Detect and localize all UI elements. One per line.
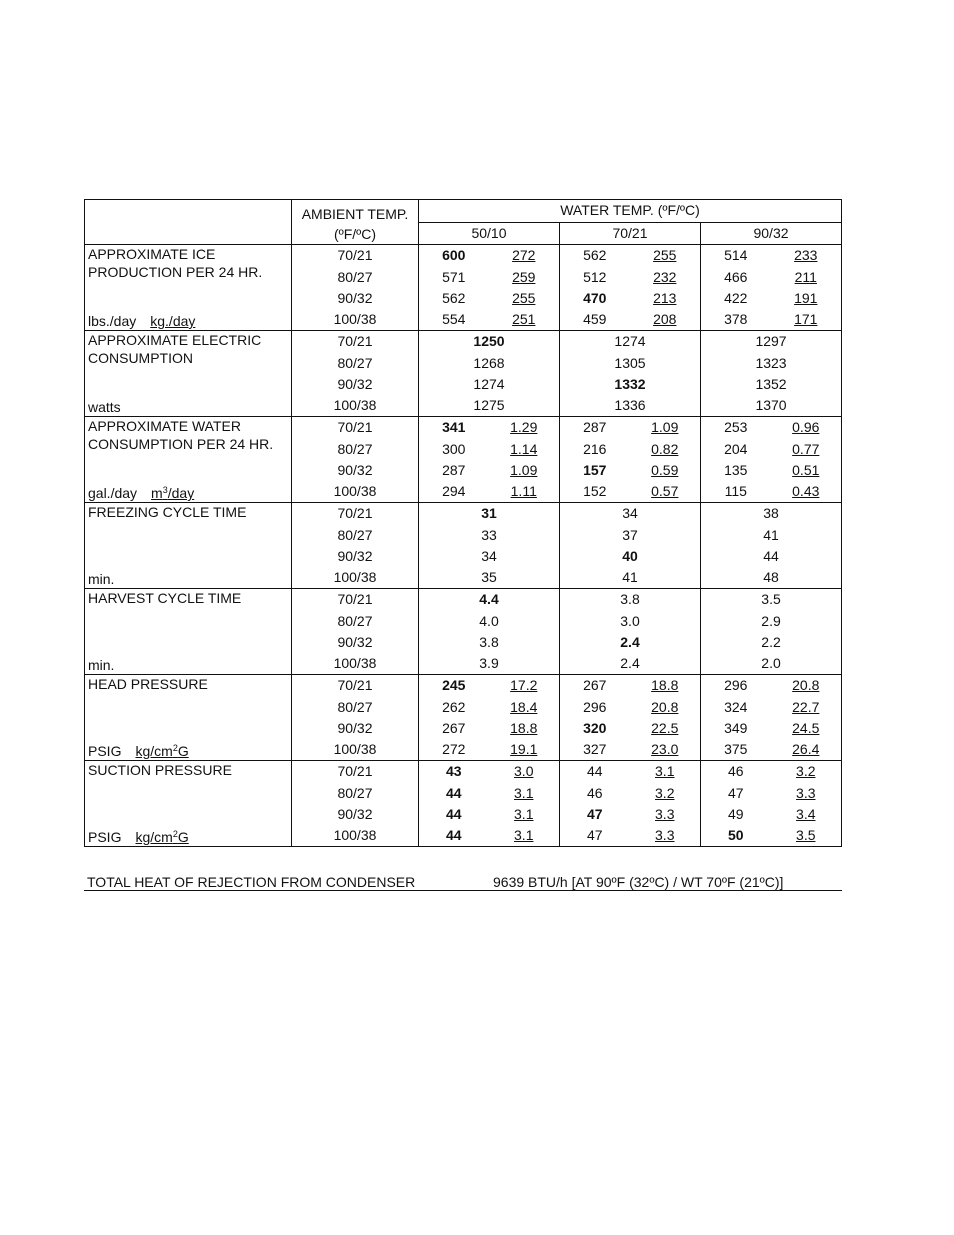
value-imperial: 466 xyxy=(724,269,748,285)
ambient-temp-cell: 80/27 xyxy=(292,524,419,546)
ambient-temp-cell: 90/32 xyxy=(292,374,419,395)
value-cell xyxy=(701,309,842,331)
value-single: 35 xyxy=(481,569,497,585)
value-cell xyxy=(419,524,560,546)
value-cell xyxy=(419,804,560,825)
value-cell xyxy=(419,718,560,739)
value-cell xyxy=(560,546,701,567)
value-cell xyxy=(701,503,842,525)
value-single: 1332 xyxy=(614,376,646,392)
value-cell xyxy=(419,546,560,567)
table-row xyxy=(85,417,842,439)
value-metric: 1.09 xyxy=(510,462,538,478)
ambient-temp-cell: 80/27 xyxy=(292,266,419,288)
unit-imperial: min. xyxy=(88,657,115,673)
value-imperial: 514 xyxy=(724,247,748,263)
value-imperial: 512 xyxy=(583,269,607,285)
table-row xyxy=(85,503,842,525)
value-cell xyxy=(560,288,701,309)
value-metric: 0.43 xyxy=(792,483,820,499)
value-imperial: 43 xyxy=(445,763,462,779)
value-cell xyxy=(701,825,842,847)
value-metric: 255 xyxy=(512,290,536,306)
value-single: 40 xyxy=(622,548,638,564)
value-metric: 26.4 xyxy=(792,741,820,757)
value-cell xyxy=(419,567,560,589)
ambient-temp-cell: 90/32 xyxy=(292,288,419,309)
section-unit xyxy=(88,398,121,416)
value-single: 34 xyxy=(481,548,497,564)
value-imperial: 600 xyxy=(442,247,466,263)
value-metric: 3.4 xyxy=(796,806,816,822)
section-unit xyxy=(88,656,114,674)
value-single: 1297 xyxy=(755,333,787,349)
value-cell xyxy=(701,782,842,804)
value-cell xyxy=(419,653,560,675)
table-row xyxy=(85,331,842,353)
value-cell xyxy=(701,696,842,718)
value-cell xyxy=(701,739,842,761)
ambient-temp-cell: 90/32 xyxy=(292,632,419,653)
water-col-50-10: 50/10 xyxy=(419,222,560,245)
value-cell xyxy=(560,739,701,761)
value-cell xyxy=(701,417,842,439)
section-label xyxy=(85,503,292,589)
value-metric: 3.2 xyxy=(796,763,816,779)
value-imperial: 320 xyxy=(583,720,607,736)
value-metric: 17.2 xyxy=(510,677,538,693)
unit-metric: $kg/cm^2G$ xyxy=(135,743,189,759)
value-imperial: 152 xyxy=(583,483,607,499)
value-metric: 0.57 xyxy=(651,483,679,499)
table-row xyxy=(85,675,842,697)
value-metric: 3.0 xyxy=(514,763,534,779)
value-metric: 232 xyxy=(653,269,677,285)
value-cell xyxy=(560,374,701,395)
value-single: 4.0 xyxy=(479,613,499,629)
ambient-temp-cell: 100/38 xyxy=(292,653,419,675)
value-single: 41 xyxy=(763,527,779,543)
water-col-90-32: 90/32 xyxy=(701,222,842,245)
value-cell xyxy=(560,395,701,417)
value-cell xyxy=(419,438,560,460)
table-row xyxy=(85,761,842,783)
value-metric: 23.0 xyxy=(651,741,679,757)
value-imperial: 46 xyxy=(586,785,603,801)
value-cell xyxy=(560,632,701,653)
value-cell xyxy=(701,245,842,267)
value-metric: 255 xyxy=(653,247,677,263)
value-imperial: 296 xyxy=(583,699,607,715)
unit-imperial: PSIG xyxy=(88,829,122,845)
value-cell xyxy=(701,610,842,632)
ambient-temp-cell: 90/32 xyxy=(292,804,419,825)
value-cell xyxy=(560,460,701,481)
value-cell xyxy=(419,761,560,783)
value-cell xyxy=(701,632,842,653)
value-cell xyxy=(560,696,701,718)
value-cell xyxy=(560,309,701,331)
value-cell xyxy=(560,524,701,546)
value-cell xyxy=(701,438,842,460)
value-metric: 0.59 xyxy=(651,462,679,478)
value-metric: 272 xyxy=(512,247,536,263)
value-imperial: 294 xyxy=(442,483,466,499)
value-imperial: 571 xyxy=(442,269,466,285)
section-label xyxy=(85,761,292,847)
ambient-temp-cell: 70/21 xyxy=(292,245,419,267)
value-cell xyxy=(419,503,560,525)
section-label-line1: SUCTION PRESSURE xyxy=(88,762,232,778)
value-metric: 171 xyxy=(794,311,818,327)
value-metric: 1.29 xyxy=(510,419,538,435)
ambient-temp-cell: 70/21 xyxy=(292,589,419,611)
value-single: 1268 xyxy=(473,355,505,371)
unit-imperial: min. xyxy=(88,571,115,587)
value-imperial: 287 xyxy=(583,419,607,435)
ambient-temp-cell: 90/32 xyxy=(292,546,419,567)
unit-metric: $m^3$/day xyxy=(151,485,195,501)
value-imperial: 324 xyxy=(724,699,748,715)
value-cell xyxy=(701,460,842,481)
value-cell xyxy=(560,266,701,288)
value-cell xyxy=(560,331,701,353)
ambient-temp-cell: 100/38 xyxy=(292,481,419,503)
section-label-line1: APPROXIMATE ELECTRIC xyxy=(88,332,262,348)
ambient-temp-cell: 80/27 xyxy=(292,782,419,804)
value-imperial: 287 xyxy=(442,462,466,478)
value-cell xyxy=(419,331,560,353)
total-heat-label: TOTAL HEAT OF REJECTION FROM CONDENSER xyxy=(87,874,416,890)
value-metric: 191 xyxy=(794,290,818,306)
section-unit xyxy=(88,484,194,502)
value-metric: 233 xyxy=(794,247,818,263)
value-single: 44 xyxy=(763,548,779,564)
value-single: 3.5 xyxy=(761,591,781,607)
value-metric: 251 xyxy=(512,311,536,327)
value-imperial: 50 xyxy=(727,827,744,843)
value-single: 3.8 xyxy=(479,634,499,650)
ambient-temp-cell: 80/27 xyxy=(292,438,419,460)
value-imperial: 300 xyxy=(442,441,466,457)
value-single: 1274 xyxy=(614,333,646,349)
section-label-line1: FREEZING CYCLE TIME xyxy=(88,504,247,520)
value-cell xyxy=(701,524,842,546)
value-cell xyxy=(419,417,560,439)
value-single: 38 xyxy=(763,505,779,521)
value-cell xyxy=(419,395,560,417)
section-unit xyxy=(88,312,195,330)
value-metric: 0.82 xyxy=(651,441,679,457)
section-unit xyxy=(88,570,114,588)
value-cell xyxy=(419,739,560,761)
value-cell xyxy=(419,589,560,611)
value-metric: 18.8 xyxy=(651,677,679,693)
unit-imperial: watts xyxy=(88,399,121,415)
value-metric: 19.1 xyxy=(510,741,538,757)
value-imperial: 44 xyxy=(586,763,603,779)
value-imperial: 349 xyxy=(724,720,748,736)
section-label-line2: PRODUCTION PER 24 HR. xyxy=(88,264,263,280)
value-metric: 18.4 xyxy=(510,699,538,715)
value-single: 2.4 xyxy=(620,655,640,671)
value-single: 1370 xyxy=(755,397,787,413)
value-imperial: 44 xyxy=(445,827,462,843)
unit-imperial: gal./day xyxy=(88,485,138,501)
value-metric: 213 xyxy=(653,290,677,306)
section-label-line1: HEAD PRESSURE xyxy=(88,676,208,692)
ambient-temp-header-line1: AMBIENT TEMP. xyxy=(301,206,409,222)
ambient-temp-cell: 90/32 xyxy=(292,460,419,481)
value-metric: 3.3 xyxy=(655,806,675,822)
section-label-line1: HARVEST CYCLE TIME xyxy=(88,590,242,606)
value-imperial: 47 xyxy=(586,806,603,822)
value-cell xyxy=(419,288,560,309)
value-imperial: 157 xyxy=(583,462,607,478)
value-cell xyxy=(560,804,701,825)
ambient-temp-cell: 90/32 xyxy=(292,718,419,739)
value-cell xyxy=(419,481,560,503)
value-cell xyxy=(419,696,560,718)
value-imperial: 204 xyxy=(724,441,748,457)
value-single: 1323 xyxy=(755,355,787,371)
section-label-line1: APPROXIMATE ICE xyxy=(88,246,216,262)
value-cell xyxy=(701,352,842,374)
value-cell xyxy=(701,567,842,589)
ambient-temp-cell: 80/27 xyxy=(292,696,419,718)
value-cell xyxy=(701,589,842,611)
value-imperial: 46 xyxy=(727,763,744,779)
value-imperial: 47 xyxy=(727,785,744,801)
value-metric: 20.8 xyxy=(651,699,679,715)
value-cell xyxy=(419,632,560,653)
ambient-temp-cell: 100/38 xyxy=(292,309,419,331)
section-label-line1: APPROXIMATE WATER xyxy=(88,418,241,434)
value-cell xyxy=(701,804,842,825)
value-single: 31 xyxy=(481,505,497,521)
value-metric: 3.3 xyxy=(655,827,675,843)
ambient-temp-cell: 100/38 xyxy=(292,739,419,761)
value-single: 2.9 xyxy=(761,613,781,629)
section-label xyxy=(85,331,292,417)
value-single: 1275 xyxy=(473,397,505,413)
ambient-temp-cell: 70/21 xyxy=(292,331,419,353)
value-metric: 0.77 xyxy=(792,441,820,457)
section-label xyxy=(85,589,292,675)
unit-imperial: lbs./day xyxy=(88,313,137,329)
value-cell xyxy=(560,417,701,439)
value-cell xyxy=(419,266,560,288)
total-heat-rejection-row xyxy=(84,874,842,891)
value-imperial: 253 xyxy=(724,419,748,435)
blank-header-cell xyxy=(85,200,292,245)
ambient-temp-cell: 70/21 xyxy=(292,417,419,439)
value-cell xyxy=(560,718,701,739)
value-imperial: 245 xyxy=(442,677,466,693)
value-imperial: 135 xyxy=(724,462,748,478)
value-single: 1305 xyxy=(614,355,646,371)
value-imperial: 562 xyxy=(442,290,466,306)
ambient-temp-cell: 100/38 xyxy=(292,825,419,847)
ambient-temp-cell: 80/27 xyxy=(292,352,419,374)
value-single: 3.9 xyxy=(479,655,499,671)
table-row xyxy=(85,245,842,267)
value-cell xyxy=(701,653,842,675)
ambient-temp-cell: 100/38 xyxy=(292,395,419,417)
water-temp-header: WATER TEMP. (ºF/ºC) xyxy=(419,200,842,223)
value-metric: 0.96 xyxy=(792,419,820,435)
value-metric: 3.2 xyxy=(655,785,675,801)
value-imperial: 459 xyxy=(583,311,607,327)
value-metric: 0.51 xyxy=(792,462,820,478)
section-unit xyxy=(88,742,189,760)
value-cell xyxy=(560,610,701,632)
value-metric: 211 xyxy=(794,269,817,285)
value-imperial: 422 xyxy=(724,290,748,306)
value-cell xyxy=(560,782,701,804)
performance-table xyxy=(84,199,842,847)
value-cell xyxy=(419,610,560,632)
value-single: 1250 xyxy=(473,333,505,349)
value-single: 34 xyxy=(622,505,638,521)
value-imperial: 216 xyxy=(583,441,607,457)
value-cell xyxy=(419,782,560,804)
value-single: 4.4 xyxy=(479,591,499,607)
ambient-temp-header-line2: (ºF/ºC) xyxy=(333,226,377,242)
value-cell xyxy=(560,245,701,267)
value-imperial: 470 xyxy=(583,290,607,306)
value-cell xyxy=(560,675,701,697)
ambient-temp-header xyxy=(292,200,419,245)
value-cell xyxy=(560,653,701,675)
value-cell xyxy=(560,567,701,589)
value-cell xyxy=(701,266,842,288)
value-single: 37 xyxy=(622,527,638,543)
value-cell xyxy=(701,675,842,697)
value-imperial: 296 xyxy=(724,677,748,693)
value-imperial: 267 xyxy=(442,720,466,736)
value-cell xyxy=(701,331,842,353)
ambient-temp-cell: 70/21 xyxy=(292,675,419,697)
value-metric: 3.1 xyxy=(655,763,675,779)
value-metric: 20.8 xyxy=(792,677,820,693)
value-cell xyxy=(419,675,560,697)
value-single: 2.4 xyxy=(620,634,640,650)
value-cell xyxy=(560,352,701,374)
value-imperial: 554 xyxy=(442,311,466,327)
value-imperial: 327 xyxy=(583,741,607,757)
value-single: 2.0 xyxy=(761,655,781,671)
value-metric: 24.5 xyxy=(792,720,820,736)
value-imperial: 562 xyxy=(583,247,607,263)
total-heat-value: 9639 BTU/h [AT 90ºF (32ºC) / WT 70ºF (21ºC)] xyxy=(493,874,784,890)
unit-metric: kg./day xyxy=(150,313,196,329)
value-metric: 1.14 xyxy=(510,441,538,457)
value-single: 1352 xyxy=(755,376,787,392)
value-imperial: 272 xyxy=(442,741,466,757)
value-single: 1336 xyxy=(614,397,646,413)
value-metric: 259 xyxy=(512,269,536,285)
value-imperial: 267 xyxy=(583,677,607,693)
value-metric: 3.1 xyxy=(514,806,534,822)
value-cell xyxy=(560,481,701,503)
value-single: 33 xyxy=(481,527,497,543)
table-row xyxy=(85,589,842,611)
value-cell xyxy=(701,395,842,417)
value-metric: 3.1 xyxy=(514,785,534,801)
value-metric: 1.11 xyxy=(510,483,537,499)
value-metric: 3.5 xyxy=(796,827,816,843)
value-cell xyxy=(419,374,560,395)
value-metric: 3.3 xyxy=(796,785,816,801)
ambient-temp-cell: 100/38 xyxy=(292,567,419,589)
value-imperial: 341 xyxy=(442,419,466,435)
value-imperial: 375 xyxy=(724,741,748,757)
value-metric: 22.7 xyxy=(792,699,820,715)
value-single: 48 xyxy=(763,569,779,585)
section-unit xyxy=(88,828,189,846)
section-label xyxy=(85,245,292,331)
value-imperial: 378 xyxy=(724,311,748,327)
value-imperial: 115 xyxy=(724,483,747,499)
value-metric: 3.1 xyxy=(514,827,534,843)
value-imperial: 49 xyxy=(727,806,744,822)
value-cell xyxy=(560,438,701,460)
value-metric: 18.8 xyxy=(510,720,538,736)
value-cell xyxy=(419,245,560,267)
section-label-line2: CONSUMPTION PER 24 HR. xyxy=(88,436,274,452)
value-cell xyxy=(701,374,842,395)
value-cell xyxy=(701,288,842,309)
value-cell xyxy=(419,352,560,374)
value-cell xyxy=(419,825,560,847)
value-imperial: 44 xyxy=(445,785,462,801)
value-cell xyxy=(560,589,701,611)
value-single: 2.2 xyxy=(761,634,781,650)
value-single: 1274 xyxy=(473,376,505,392)
value-cell xyxy=(419,460,560,481)
section-label xyxy=(85,675,292,761)
value-single: 3.0 xyxy=(620,613,640,629)
value-imperial: 47 xyxy=(586,827,603,843)
value-metric: 208 xyxy=(653,311,677,327)
value-cell xyxy=(419,309,560,331)
value-metric: 22.5 xyxy=(651,720,679,736)
value-cell xyxy=(701,481,842,503)
value-metric: 1.09 xyxy=(651,419,679,435)
value-cell xyxy=(560,761,701,783)
value-single: 3.8 xyxy=(620,591,640,607)
value-cell xyxy=(701,546,842,567)
value-imperial: 44 xyxy=(445,806,462,822)
unit-metric: $kg/cm^2G$ xyxy=(135,829,189,845)
water-col-70-21: 70/21 xyxy=(560,222,701,245)
value-imperial: 262 xyxy=(442,699,466,715)
ambient-temp-cell: 70/21 xyxy=(292,761,419,783)
value-single: 41 xyxy=(622,569,638,585)
unit-imperial: PSIG xyxy=(88,743,122,759)
value-cell xyxy=(701,761,842,783)
value-cell xyxy=(560,503,701,525)
section-label-line2: CONSUMPTION xyxy=(88,350,193,366)
section-label xyxy=(85,417,292,503)
ambient-temp-cell: 80/27 xyxy=(292,610,419,632)
value-cell xyxy=(560,825,701,847)
value-cell xyxy=(701,718,842,739)
ambient-temp-cell: 70/21 xyxy=(292,503,419,525)
